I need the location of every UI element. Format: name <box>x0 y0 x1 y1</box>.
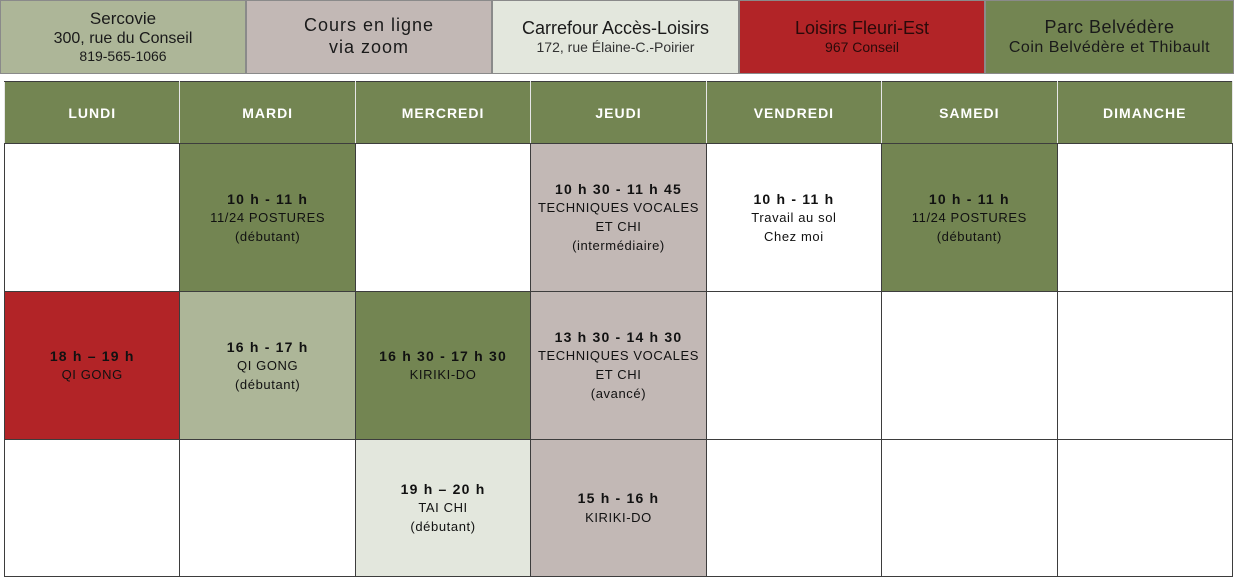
empty-slot <box>5 144 180 292</box>
class-time: 10 h 30 - 11 h 45 <box>554 181 682 198</box>
empty-slot <box>355 144 530 292</box>
legend-sercovie-address: 300, rue du Conseil <box>53 30 193 48</box>
class-level: (débutant) <box>936 228 1002 244</box>
class-name: QI GONG <box>237 357 299 373</box>
class-name-cont: ET CHI <box>595 219 642 235</box>
class-name: KIRIKI-DO <box>585 509 652 525</box>
class-time: 16 h 30 - 17 h 30 <box>379 347 507 364</box>
legend-sercovie-name: Sercovie <box>89 8 157 28</box>
class-time: 15 h - 16 h <box>577 490 660 507</box>
empty-slot <box>882 440 1057 577</box>
day-header-dimanche: DIMANCHE <box>1057 82 1232 144</box>
class-name: 11/24 POSTURES <box>210 209 326 225</box>
class-name: 11/24 POSTURES <box>911 209 1027 225</box>
legend-zoom-line2: via zoom <box>328 37 410 57</box>
class-time: 13 h 30 - 14 h 30 <box>554 329 683 346</box>
class-location: Chez moi <box>764 228 824 244</box>
class-name: Travail au sol <box>751 209 837 225</box>
class-slot <box>706 144 881 292</box>
class-slot <box>531 292 706 440</box>
class-slot <box>5 292 180 440</box>
legend-sercovie-phone: 819-565-1066 <box>79 48 167 65</box>
class-slot <box>531 440 706 577</box>
day-header-samedi: SAMEDI <box>882 82 1057 144</box>
legend-carrefour <box>492 0 739 74</box>
class-level: (débutant) <box>235 228 301 244</box>
empty-slot <box>180 440 355 577</box>
legend-fleuri-name: Loisirs Fleuri-Est <box>794 17 930 38</box>
class-level: (débutant) <box>235 376 301 392</box>
legend-parc <box>985 0 1234 74</box>
legend-sercovie <box>0 0 246 74</box>
class-slot <box>180 292 355 440</box>
class-slot <box>355 292 530 440</box>
empty-slot <box>706 440 881 577</box>
day-header-jeudi: JEUDI <box>531 82 706 144</box>
class-time: 18 h – 19 h <box>49 347 135 364</box>
schedule-row <box>5 440 1233 577</box>
day-header-row <box>5 82 1233 144</box>
class-level: (avancé) <box>590 386 647 402</box>
legend-parc-address: Coin Belvédère et Thibault <box>1008 39 1211 57</box>
class-time: 16 h - 17 h <box>226 338 309 355</box>
day-header-vendredi: VENDREDI <box>706 82 881 144</box>
legend-fleuri <box>739 0 985 74</box>
legend-fleuri-address: 967 Conseil <box>825 39 899 56</box>
legend-parc-name: Parc Belvédère <box>1044 16 1175 37</box>
class-slot <box>531 144 706 292</box>
weekly-schedule <box>4 81 1233 577</box>
empty-slot <box>882 292 1057 440</box>
class-name-cont: ET CHI <box>595 367 642 383</box>
location-legend <box>0 0 1234 74</box>
class-slot <box>180 144 355 292</box>
class-slot <box>355 440 530 577</box>
legend-carrefour-address: 172, rue Élaine-C.-Poirier <box>536 39 695 56</box>
empty-slot <box>1057 292 1232 440</box>
class-name: QI GONG <box>61 367 123 383</box>
day-header-lundi: LUNDI <box>5 82 180 144</box>
class-name: TECHNIQUES VOCALES <box>537 348 699 364</box>
empty-slot <box>1057 440 1232 577</box>
class-level: (débutant) <box>410 519 476 535</box>
schedule-row <box>5 144 1233 292</box>
class-level: (intermédiaire) <box>572 238 665 254</box>
empty-slot <box>5 440 180 577</box>
day-header-mardi: MARDI <box>180 82 355 144</box>
class-name: TECHNIQUES VOCALES <box>537 200 699 216</box>
class-time: 10 h - 11 h <box>928 190 1010 207</box>
class-time: 10 h - 11 h <box>227 190 309 207</box>
class-time: 19 h – 20 h <box>400 481 486 497</box>
class-name: TAI CHI <box>418 500 468 516</box>
class-slot <box>882 144 1057 292</box>
class-time: 10 h - 11 h <box>753 190 835 207</box>
empty-slot <box>1057 144 1232 292</box>
legend-carrefour-name: Carrefour Accès-Loisirs <box>521 17 710 38</box>
class-name: KIRIKI-DO <box>409 367 477 383</box>
day-header-mercredi: MERCREDI <box>355 82 530 144</box>
empty-slot <box>706 292 881 440</box>
schedule-row <box>5 292 1233 440</box>
legend-zoom <box>246 0 492 74</box>
legend-zoom-line1: Cours en ligne <box>303 15 435 36</box>
